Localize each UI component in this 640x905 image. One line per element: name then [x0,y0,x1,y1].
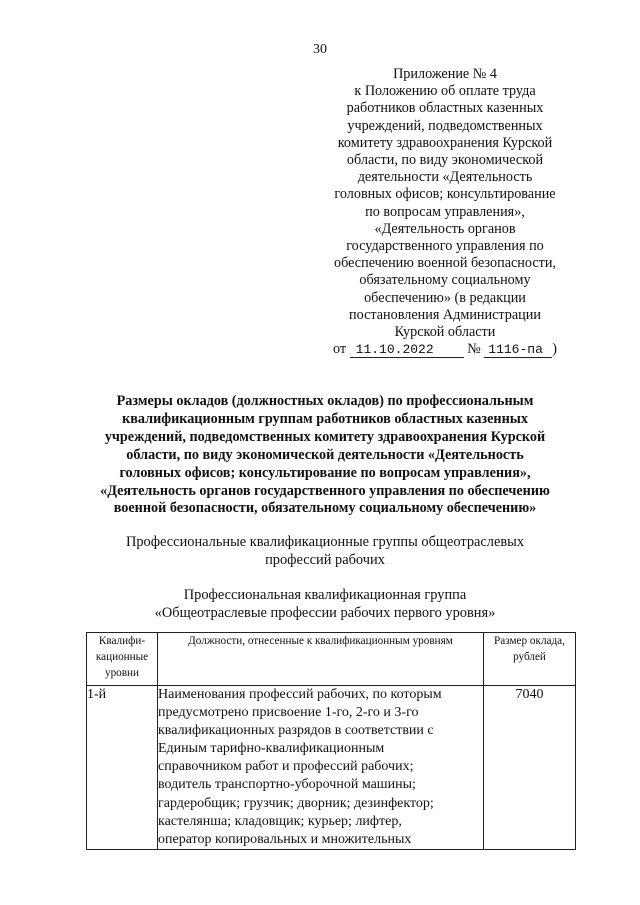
group-title-line: Профессиональная квалификационная группа [183,587,467,603]
closing-parenthesis: ) [552,341,558,358]
level-cell: 1-й [87,686,158,850]
position-line: гардеробщик; грузчик; дворник; дезинфектор; [158,795,434,811]
title-line: военной безопасности, обязательному социальному обеспечению» [113,500,537,517]
section-title [60,533,590,569]
group-title-line: «Общеотраслевые профессии рабочих первого уровня» [154,605,496,621]
table-header-row [87,633,576,686]
title-line: области, по виду экономической деятельности «Деятельность [126,446,524,463]
position-line: квалификационных разрядов в соответствии с [158,723,434,739]
appendix-line: Курской области [394,324,496,341]
salary-cell: 7040 [484,686,576,850]
appendix-line: обязательному социальному [359,272,531,289]
header-level: Квалифи-кационные уровни [87,633,158,686]
position-line: Единым тарифно-квалификационным [158,741,385,757]
group-title [60,586,590,622]
position-line: водитель транспортно-уборочной машины; [158,777,416,793]
position-line: Наименования профессий рабочих, по которым [158,687,442,702]
appendix-line: Приложение № 4 [393,66,497,82]
appendix-line: обеспечению» (в редакции [364,289,526,306]
title-line: головных офисов; консультирование по вопросам управления», [119,464,531,481]
position-line: кастелянша; кладовщик; курьер; лифтер, [158,813,402,829]
appendix-line: обеспечению военной безопасности, [334,255,556,272]
document-title [60,393,590,518]
position-line: предусмотрено присвоение 1-го, 2-го и 3-го [158,705,419,721]
position-line: справочником работ и профессий рабочих; [158,759,414,775]
appendix-line: области, по виду экономической [346,152,544,169]
appendix-line: комитету здравоохранения Курской [337,134,553,151]
appendix-line: к Положению об оплате труда [354,83,536,100]
page-number: 30 [313,42,327,57]
table-row [87,686,576,850]
appendix-line: «Деятельность органов [374,220,516,237]
appendix-line: головных офисов; консультирование [334,186,556,203]
title-line: Размеры окладов (должностных окладов) по профессиональным [116,393,534,409]
title-line: учреждений, подведомственных комитету здравоохранения Курской [104,428,546,445]
title-line: квалификационным группам работников областных казенных [122,410,528,427]
appendix-line: по вопросам управления», [365,203,525,220]
resolution-number: 1116-па [484,343,552,358]
appendix-header [310,66,580,358]
section-title-line: Профессиональные квалификационные группы общеотраслевых [125,534,525,550]
appendix-line: деятельности «Деятельность [357,169,533,186]
header-positions: Должности, отнесенные к квалификационным уровням [158,633,484,686]
title-line: «Деятельность органов государственного управления по обеспечению [100,482,550,499]
position-line: оператор копировальных и множительных [158,831,412,847]
resolution-reference [310,341,580,358]
appendix-line: работников областных казенных [346,100,544,117]
section-title-line: профессий рабочих [265,552,385,568]
positions-cell [158,686,484,850]
appendix-line: учреждений, подведомственных [347,117,543,134]
appendix-line: государственного управления по [346,238,544,255]
number-label: № [467,341,481,358]
resolution-date: 11.10.2022 [350,343,464,358]
header-salary: Размер оклада, рублей [484,633,576,686]
from-label: от [332,341,347,358]
salary-table [86,632,576,850]
appendix-line: постановления Администрации [349,306,541,323]
